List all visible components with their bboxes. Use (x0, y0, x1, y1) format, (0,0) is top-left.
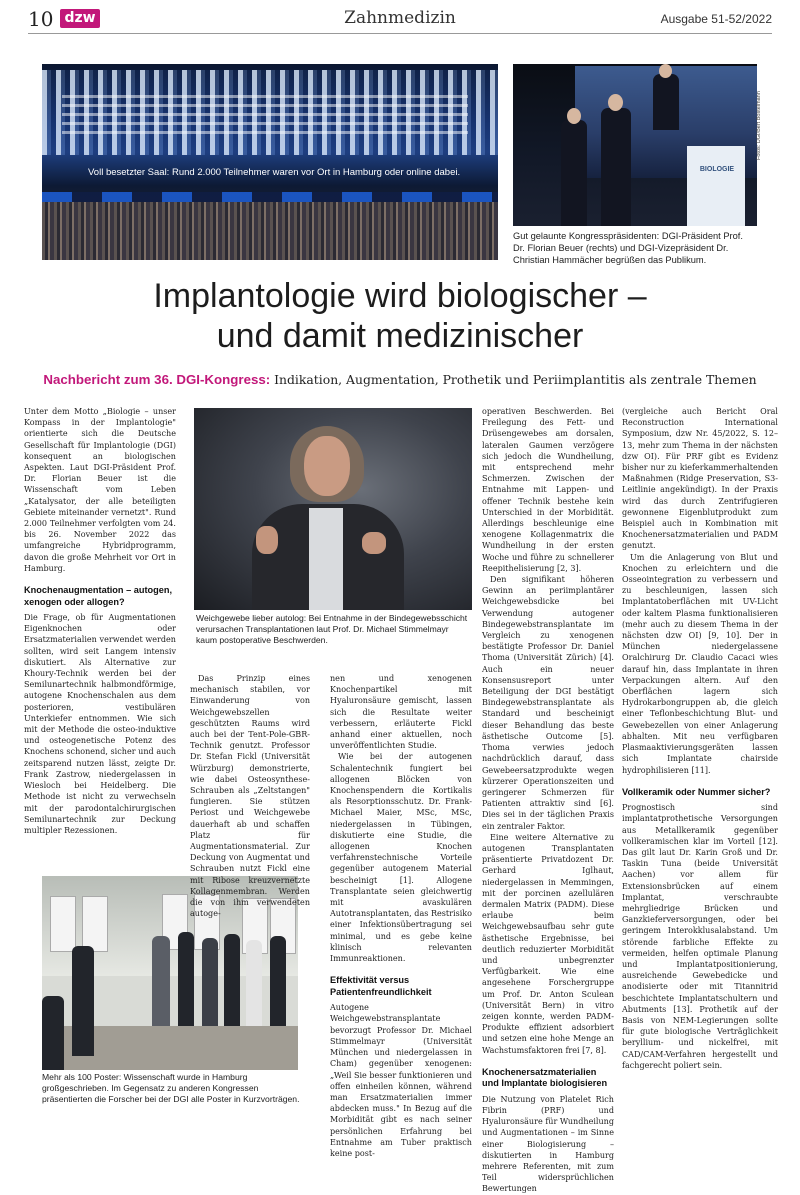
speaker-shirt (309, 508, 343, 610)
body-paragraph: Eine weitere Alternative zu autogenen Transplantaten präsentierte Privatdozent Dr. Gerhard Iglhaut, niedergelassen in Memmingen, mit der porcinen azellulären dermalen Matrix (PADM). Diese erlaube beim Weichgewebsaufbau sehr gute ästhetische Ergebnisse, bei deutlich reduzierter Morbidität und unbegrenzter Verfügbarkeit. Wie eine angesehene Forschergruppe um Prof. Dr. Anton Sculean (Universität Bern) in vitro zeigen konnte, werden PADM-Produkte effizient adsorbiert und setzen eine hohe Menge an Wachstumsfaktoren frei [7, 8]. (482, 832, 614, 1055)
podium (687, 146, 745, 226)
visitor-person (246, 940, 262, 1026)
dzw-logo: dzw (60, 9, 100, 28)
congress-hall-photo (42, 64, 498, 260)
speaker-hand-left (256, 526, 278, 554)
audience-crowd (42, 202, 498, 260)
body-paragraph: Um die Anlagerung von Blut und Knochen zu erleichtern und die Osseointegration zu verbessern und zu beschleunigen, lassen sich Implantatoberflächen mit UV-Licht oder kaltem Plasma funktionalisieren (mehr auch zu diesem Thema in der nächsten dzw OI) [9, 10]. Der in München niedergelassene Oralchirurg Dr. Claudio Cacaci wies darauf hin, dass Implantate in ihren Verpackungen altern. Auf den Oberflächen lagern sich Hydrokarbongruppen ab, die gleich einer Teflonbeschichtung Blut- und Gewebezellen von einer Anlagerung abhalten. Mit neu verfügbaren Plasmaaktivierungsgeräten lassen sich Implantate chairside hydrophilisieren [11]. (622, 552, 778, 775)
body-paragraph: Die Nutzung von Platelet Rich Fibrin (PRF) und Hyaluronsäure für Wundheilung und Augmentationen – im Sinne einer Biologisierung – diskutierten in Hamburg mehrere Referenten, mit zum Teil widersprüchlichen Bewertungen (482, 1094, 614, 1194)
article-headline (0, 276, 800, 356)
article-column-3 (330, 673, 472, 1159)
section-title: Zahnmedizin (344, 8, 456, 28)
body-paragraph: Wie bei der autogenen Schalentechnik fungiert bei allogenen Blöcken von Knochenspendern die Kortikalis als Resorptionsschutz. Dr. Frank-Michael Maier, MSc, MSc, niedergelassen in Tübingen, diskutierte eine Studie, die allogenen Knochen verfahrenstechnische Vorteile gegenüber autogenem Material bescheinigt [1]. Allogene Transplantate seien gleichwertig mit avaskulären Autotransplantaten, das Restrisiko einer Infektionsübertragung sei minimal, und es gebe keine klinisch relevanten Immunreaktionen. (330, 752, 472, 964)
section-spacer (330, 964, 472, 975)
article-column-5 (622, 406, 778, 1071)
body-paragraph: Das Prinzip eines mechanisch stabilen, vor Einwanderung von Weichgewebszellen geschützten Raums wird auch bei der Tent-Pole-GBR-Technik genutzt. Professor Dr. Stefan Fickl (Universität Würzburg) demonstrierte, wie dabei Osteosynthese-Schrauben als „Zeltstangen" fungieren. Sie stützen Periost und Weichgewebe dauerhaft ab und schaffen Platz für Augmentationsmaterial. Zur Deckung von Augmentat und Schrauben nutzt Fickl eine mit Ribose kreuzvernetzte Kollagenmembran. Werden die von ihm verwendeten autoge- (190, 674, 310, 919)
header-divider (28, 33, 772, 34)
issue-label: Ausgabe 51-52/2022 (660, 12, 772, 26)
headline-line-1: Implantologie wird biologischer – (153, 277, 647, 315)
speaker-face (304, 436, 350, 496)
ceiling-light-rows (62, 94, 468, 134)
subheadline-kicker: Nachbericht zum 36. DGI-Kongress: (43, 372, 271, 387)
person-right (601, 108, 631, 226)
section-spacer (622, 776, 778, 787)
person-left-head (567, 108, 581, 124)
speaker-hand-right (362, 532, 386, 554)
section-heading: Effektivität versus Patientenfreundlichkeit (330, 975, 432, 997)
body-paragraph: Die Frage, ob für Augmentationen Eigenknochen oder Ersatzmaterialien verwendet werden sollten, wird seit Langem intensiv diskutiert. Als Alternative zur Khoury-Technik werden bei der Semilunartechnik halbmondförmige, autogene Knochenschalen aus dem posterioren, vestibulären Unterkiefer entnommen. Wie sich mit der Methode die osteo-induktive und osteogenetische Potenz des Knochens schonend, sicher und auch zeitsparend nutzen lässt, zeigte Dr. Frank Zastrow, niedergelassen in Wiesloch bei Heidelberg. Die Methode ist nicht zu verwechseln mit der parodontalchirurgischen Semilunartechnik zur Deckung multipler Rezessionen. (24, 613, 176, 835)
presidents-photo-caption: Gut gelaunte Kongresspräsidenten: DGI-Präsident Prof. Dr. Florian Beuer (rechts) und DGI-Vizepräsident Dr. Christian Hammächer begrüßen das Publikum. (513, 231, 743, 265)
section-heading: Knochenaugmentation – autogen, xenogen oder allogen? (24, 585, 173, 607)
article-column-2 (190, 673, 310, 919)
podium-text: BIOLOGIE (699, 166, 735, 173)
visitor-person (224, 934, 240, 1026)
photo-credit: Fotos: DGI/Bert Bostelmann (756, 91, 762, 160)
body-paragraph: Autogene Weichgewebstransplantate bevorzugt Professor Dr. Michael Stimmelmayr (Universität München und niedergelassen in Cham) gegenüber xenogenen: „Weil Sie besser funktionieren und offen einheilen können, während man Ersatzmaterialien immer abdecken muss." In Bezug auf die Morbidität gibt es nach seiner persönlichen Erfahrung bei Entnahme am Tuber praktisch keine post- (330, 1003, 472, 1158)
body-paragraph: nen und xenogenen Knochenpartikel mit Hyaluronsäure gemischt, lassen sich die Resultate weiter verbessern, erläuterte Fickl anhand einer aktuellen, noch unveröffentlichten Studie. (330, 674, 472, 751)
visitor-person (178, 932, 194, 1026)
section-heading: Vollkeramik oder Nummer sicher? (622, 786, 771, 797)
visitor-person (270, 936, 286, 1026)
section-spacer (24, 574, 176, 585)
hall-photo-caption: Voll besetzter Saal: Rund 2.000 Teilnehmer waren vor Ort in Hamburg oder online dabei. (88, 167, 461, 178)
speaker-photo-caption: Weichgewebe lieber autolog: Bei Entnahme in der Bindegewebsschicht verursachen Transplantationen laut Prof. Dr. Michael Stimmelmayr kaum postoperative Beschwerden. (196, 613, 468, 646)
body-paragraph: Den signifikant höheren Gewinn an periimplantärer Weichgewebsdicke bei Verwendung autogener Bindegewebstransplantate im Vergleich zu xenogenen bestätigte Professor Dr. Daniel Thoma (Universität Zürich) [4]. Auch ein neuer Konsensusreport unter Beteiligung der DGI bestätigt Bindegewebstransplantate als Standard und bescheinigt dieser Behandlung das beste ästhetische Outcome [5]. Thoma verwies jedoch nachdrücklich darauf, dass Gewebeersatzprodukte wegen kürzerer Operationszeiten und geringerer Schmerzen für Patienten attraktiv sind [6]. Dies sei in der täglichen Praxis ein zentraler Faktor. (482, 575, 614, 831)
person-left (561, 120, 587, 226)
body-paragraph: Unter dem Motto „Biologie – unser Kompass in der Implantologie" orientierte sich die Deutsche Gesellschaft für Implantologie (DGI) konsequent an biologischen Aspekten. Laut DGI-Präsident Prof. Dr. Florian Beuer ist die Wissenschaft vom Leben „Katalysator, der alle beteiligten Gebiete miteinander vernetzt". Rund 2.000 Teilnehmer verfolgten vom 24. bis 26. November 2022 das umfangreiche Hybridprogramm, davon die große Mehrheit vor Ort in Hamburg. (24, 407, 176, 573)
section-spacer (482, 1056, 614, 1067)
headline-line-2: und damit medizinischer (216, 317, 584, 355)
presenter-person (72, 946, 94, 1056)
poster-photo-caption: Mehr als 100 Poster: Wissenschaft wurde in Hamburg großgeschrieben. Im Gegensatz zu anderen Kongressen präsentierten die Forscher bei der DGI alle Poster in Kurzvorträgen. (42, 1072, 300, 1105)
person-on-screen (653, 74, 679, 130)
visitor-person (42, 996, 64, 1070)
visitor-person (152, 936, 170, 1026)
page-number: 10 (28, 7, 54, 31)
body-paragraph: (vergleiche auch Bericht Oral Reconstruction International Symposium, dzw Nr. 45/2022, S. 12–13, mehr zum Thema in der nächsten dzw OI). Für PRF gibt es Evidenz bisher nur zu kieferkammerhaltenden Maßnahmen (Ridge Preservation, S3-Leitlinie angekündigt). In der Praxis wird das durch Zentrifugieren gewonnene Eigenblutprodukt zum Beispiel auch in Kombination mit Knochenersatzmaterialien und PADM genutzt. (622, 407, 778, 551)
article-subheadline (0, 372, 800, 387)
subheadline-text: Indikation, Augmentation, Prothetik und Periimplantitis als zentrale Themen (270, 372, 757, 387)
article-column-1 (24, 406, 176, 836)
article-column-4 (482, 406, 614, 1195)
speaker-photo (194, 408, 472, 610)
body-paragraph: operativen Beschwerden. Bei Freilegung des Fett- und Drüsengewebes am dorsalen, lateralen Gaumen verzögere sich jedoch die Wundheilung, mit entsprechend mehr Schmerzen. Zwischen der Entnahme mit Lappen- und offener Technik bestehe kein Unterschied in der Morbidität. Allerdings beschleunige eine xenogene Kollagenmatrix die Wundheilung in der ersten Woche und führe zu schnellerer Reepithelisierung [2, 3]. (482, 407, 614, 573)
poster-board (82, 896, 108, 952)
visitor-person (202, 938, 218, 1026)
poster-board (50, 896, 76, 952)
person-on-screen-head (659, 64, 672, 78)
body-paragraph: Prognostisch sind implantatprothetische Versorgungen aus Metallkeramik gegenüber vollkeramischen klar im Vorteil [12]. Das gilt laut Dr. Karin Groß und Dr. Taskin Tuna (beide Universität Aachen) vor allem für Extensionsbrücken auf einem Implantat, verschraubte mehrgliedrige Brücken und Ganzkieferversorgungen, oder bei geringem Interokklusalabstand. Um störende farbliche Effekte zu vermeiden, helfen optimale Planung und Implantatpositionierung, ausreichende Gewebedicke und anodisierte oder mit Titannitrid beschichtete Implantatschultern und Abutments [13]. Prothetik auf der Basis von NEM-Legierungen sollte für gute biologische Verträglichkeit beryllium- und nickelfrei, mit CAD/CAM-Verfahren hergestellt und fachgerecht poliert sein. (622, 803, 778, 1070)
presidents-photo (513, 64, 757, 226)
section-heading: Knochenersatzmaterialien und Implantate biologisieren (482, 1066, 608, 1089)
person-right-head (608, 94, 623, 111)
